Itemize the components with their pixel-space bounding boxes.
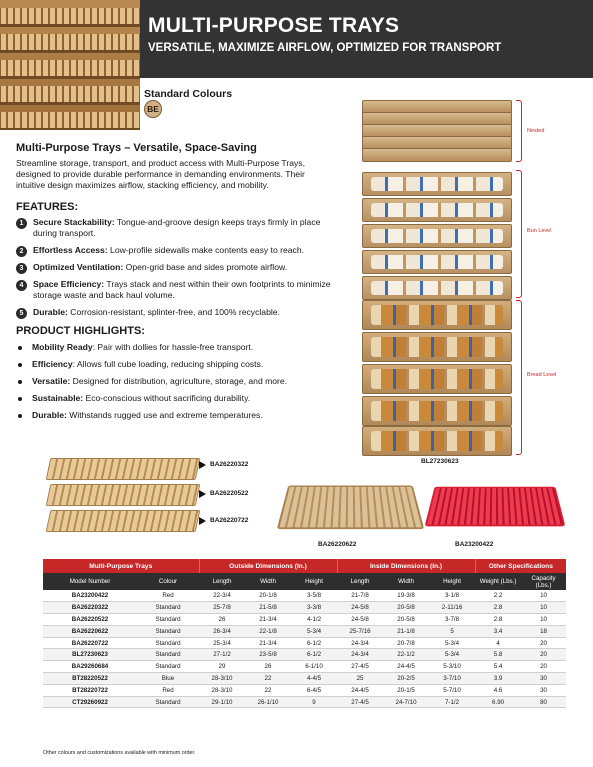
table-cell: 20 xyxy=(521,649,566,661)
table-cell: 22 xyxy=(245,684,291,696)
table-cell: 20-1/8 xyxy=(245,590,291,602)
highlight-title: Versatile: xyxy=(32,376,71,386)
table-cell: 80 xyxy=(521,696,566,708)
table-cell: 22-1/8 xyxy=(245,625,291,637)
table-cell: 5-3/4 xyxy=(429,649,475,661)
bun-tray xyxy=(362,276,512,300)
nested-bracket xyxy=(516,100,522,162)
highlight-text: Designed for distribution, agriculture, storage, and more. xyxy=(70,376,288,386)
table-cell: 21-3/4 xyxy=(245,637,291,649)
table-cell: 6-1/2 xyxy=(291,637,337,649)
table-cell: 24-3/4 xyxy=(337,649,383,661)
table-cell: 24-5/8 xyxy=(337,614,383,626)
table-cell: 3-5/8 xyxy=(291,590,337,602)
table-cell: 30 xyxy=(521,673,566,685)
table-cell: Standard xyxy=(137,649,199,661)
feature-item xyxy=(16,217,336,239)
feature-title: Secure Stackability: xyxy=(33,217,115,227)
model-number-cell: BA23200422 xyxy=(43,590,137,602)
table-cell: Blue xyxy=(137,673,199,685)
bread-level-bracket xyxy=(516,300,522,455)
table-cell: 29 xyxy=(199,661,245,673)
table-cell: 6-1/10 xyxy=(291,661,337,673)
table-column-header: Height xyxy=(429,573,475,590)
intro-paragraph: Streamline storage, transport, and product access with Multi-Purpose Trays, designed to provide durable performance in demanding environments. Their intuitive design maximizes airflow, stacking efficiency, and mobility. xyxy=(16,158,305,191)
number-badge: 5 xyxy=(16,308,27,319)
model-number-cell: BT28220522 xyxy=(43,673,137,685)
hero-photo-stacked-trays xyxy=(0,0,140,130)
table-cell: 10 xyxy=(521,590,566,602)
table-cell: 26 xyxy=(245,661,291,673)
highlight-title: Mobility Ready xyxy=(32,342,93,352)
table-column-header: Colour xyxy=(137,573,199,590)
highlight-title: Durable: xyxy=(32,410,67,420)
stacked-trays-illustration xyxy=(362,100,557,455)
table-cell: 3.9 xyxy=(475,673,521,685)
bread-tray xyxy=(362,300,512,330)
highlight-title: Efficiency xyxy=(32,359,73,369)
table-cell: 5.8 xyxy=(475,649,521,661)
table-cell: 21-5/8 xyxy=(245,602,291,614)
feature-item xyxy=(16,262,336,273)
table-row xyxy=(43,614,566,626)
bun-tray xyxy=(362,224,512,248)
arrow-icon xyxy=(199,490,206,498)
header-band xyxy=(140,0,593,78)
table-cell: 10 xyxy=(521,614,566,626)
table-cell: Standard xyxy=(137,637,199,649)
specification-table xyxy=(43,559,566,708)
highlights-list xyxy=(16,342,316,427)
table-cell: 25-7/8 xyxy=(199,602,245,614)
flat-tray-photo xyxy=(277,486,424,530)
model-number-cell: BT28220722 xyxy=(43,684,137,696)
table-cell: 18 xyxy=(521,625,566,637)
model-number-cell: BA26220722 xyxy=(43,637,137,649)
highlight-item xyxy=(16,410,316,421)
table-cell: 7-1/2 xyxy=(429,696,475,708)
table-column-header: Length xyxy=(337,573,383,590)
highlight-item xyxy=(16,393,316,404)
table-cell: 26-1/10 xyxy=(245,696,291,708)
table-cell: 27-4/5 xyxy=(337,696,383,708)
table-cell: 26 xyxy=(199,614,245,626)
table-cell: 3-7/10 xyxy=(429,673,475,685)
table-row xyxy=(43,637,566,649)
colour-swatch-be: BE xyxy=(144,100,162,118)
table-cell: 24-4/5 xyxy=(383,661,429,673)
table-cell: Standard xyxy=(137,696,199,708)
table-cell: 19-3/8 xyxy=(383,590,429,602)
table-row xyxy=(43,590,566,602)
table-cell: 3-3/8 xyxy=(291,602,337,614)
model-number-cell: BA26220322 xyxy=(43,602,137,614)
bread-tray xyxy=(362,364,512,394)
table-cell: Standard xyxy=(137,614,199,626)
table-group-header: Inside Dimensions (In.) xyxy=(337,559,475,573)
table-cell: 4-1/2 xyxy=(291,614,337,626)
bun-tray xyxy=(362,172,512,196)
table-cell: 2.8 xyxy=(475,614,521,626)
table-cell: 2.8 xyxy=(475,602,521,614)
table-cell: 20-1/5 xyxy=(383,684,429,696)
table-cell: 3-7/8 xyxy=(429,614,475,626)
table-group-header: Other Specifications xyxy=(475,559,566,573)
table-column-header: Model Number xyxy=(43,573,137,590)
table-cell: 6-1/2 xyxy=(291,649,337,661)
arrow-icon xyxy=(199,461,206,469)
model-number-cell: BA26220622 xyxy=(43,625,137,637)
features-heading: FEATURES: xyxy=(16,201,79,213)
table-cell: 20-5/8 xyxy=(383,614,429,626)
table-cell: 24-5/8 xyxy=(337,602,383,614)
table-column-header: Weight (Lbs.) xyxy=(475,573,521,590)
table-row xyxy=(43,696,566,708)
table-cell: 30 xyxy=(521,684,566,696)
number-badge: 4 xyxy=(16,280,27,291)
table-group-header: Multi-Purpose Trays xyxy=(43,559,199,573)
highlight-text: Withstands rugged use and extreme temperatures. xyxy=(66,410,263,420)
table-cell: 10 xyxy=(521,602,566,614)
table-cell: 21-3/4 xyxy=(245,614,291,626)
table-cell: 9 xyxy=(291,696,337,708)
highlight-item xyxy=(16,376,316,387)
table-cell: 27-1/2 xyxy=(199,649,245,661)
feature-item xyxy=(16,245,336,256)
highlight-title: Sustainable: xyxy=(32,393,84,403)
level-label-bun: Bun Level xyxy=(527,228,552,234)
table-row xyxy=(43,602,566,614)
footnote: Other colours and customizations available with minimum order. xyxy=(43,750,196,756)
feature-text: Corrosion-resistant, splinter-free, and 100% recyclable. xyxy=(67,307,280,317)
model-number-cell: CT29260922 xyxy=(43,696,137,708)
model-code-label: BA26220622 xyxy=(318,541,357,548)
table-cell: 29-1/10 xyxy=(199,696,245,708)
bread-tray xyxy=(362,332,512,362)
level-label-bread: Bread Level xyxy=(527,372,557,378)
bread-tray xyxy=(362,426,512,456)
feature-text: Tongue-and-groove design keeps trays firmly in place during transport. xyxy=(33,217,321,238)
highlight-item xyxy=(16,359,316,370)
table-cell: 28-3/10 xyxy=(199,673,245,685)
table-cell: 3-1/8 xyxy=(429,590,475,602)
nested-tray xyxy=(362,148,512,162)
model-number-cell: BA29260684 xyxy=(43,661,137,673)
highlight-text: : Pair with dollies for hassle-free transport. xyxy=(92,342,254,352)
table-cell: 2-11/16 xyxy=(429,602,475,614)
table-cell: Red xyxy=(137,684,199,696)
feature-title: Effortless Access: xyxy=(33,245,108,255)
model-code-label: BA26220722 xyxy=(210,517,249,524)
bread-tray xyxy=(362,396,512,426)
highlight-text: : Allows full cube loading, reducing shipping costs. xyxy=(72,359,264,369)
table-cell: 22 xyxy=(245,673,291,685)
table-cell: 28-3/10 xyxy=(199,684,245,696)
table-cell: Standard xyxy=(137,602,199,614)
highlight-text: Eco-conscious without sacrificing durability. xyxy=(83,393,251,403)
table-cell: 3.4 xyxy=(475,625,521,637)
bun-tray xyxy=(362,198,512,222)
table-cell: Standard xyxy=(137,661,199,673)
page-title: MULTI-PURPOSE TRAYS xyxy=(148,14,400,37)
number-badge: 3 xyxy=(16,263,27,274)
table-cell: 24-3/4 xyxy=(337,637,383,649)
bun-level-bracket xyxy=(516,170,522,298)
stack-model-code: BL27230623 xyxy=(421,458,459,465)
table-cell: 25-3/4 xyxy=(199,637,245,649)
table-cell: 5-3/4 xyxy=(429,637,475,649)
table-cell: 5-3/4 xyxy=(291,625,337,637)
table-cell: 5-3/10 xyxy=(429,661,475,673)
table-column-header: Height xyxy=(291,573,337,590)
highlights-heading: PRODUCT HIGHLIGHTS: xyxy=(16,325,145,337)
table-row xyxy=(43,649,566,661)
model-code-label: BA23200422 xyxy=(455,541,494,548)
table-row xyxy=(43,661,566,673)
table-cell: Red xyxy=(137,590,199,602)
table-cell: 6.90 xyxy=(475,696,521,708)
bun-tray xyxy=(362,250,512,274)
table-cell: 26-3/4 xyxy=(199,625,245,637)
table-cell: 4 xyxy=(475,637,521,649)
model-number-cell: BL27230623 xyxy=(43,649,137,661)
level-label-nested: Nested xyxy=(527,128,545,134)
table-cell: 20 xyxy=(521,637,566,649)
feature-text: Low-profile sidewalls make contents easy to reach. xyxy=(107,245,304,255)
feature-title: Space Efficiency: xyxy=(33,279,105,289)
feature-text: Trays stack and nest within their own footprints to minimize storage waste and back haul volume. xyxy=(33,279,331,300)
table-cell: 22-1/2 xyxy=(383,649,429,661)
table-cell: Standard xyxy=(137,625,199,637)
table-cell: 25 xyxy=(337,673,383,685)
table-cell: 24-7/10 xyxy=(383,696,429,708)
table-cell: 22-3/4 xyxy=(199,590,245,602)
table-cell: 27-4/5 xyxy=(337,661,383,673)
table-group-header: Outside Dimensions (In.) xyxy=(199,559,337,573)
model-code-label: BA26220322 xyxy=(210,461,249,468)
table-cell: 21-1/8 xyxy=(383,625,429,637)
table-cell: 23-5/8 xyxy=(245,649,291,661)
intro-heading: Multi-Purpose Trays – Versatile, Space-Saving xyxy=(16,142,257,154)
feature-text: Open-grid base and sides promote airflow. xyxy=(123,262,288,272)
table-column-header: Width xyxy=(383,573,429,590)
table-cell: 25-7/16 xyxy=(337,625,383,637)
model-number-cell: BA26220522 xyxy=(43,614,137,626)
features-list xyxy=(16,217,336,324)
table-cell: 2.2 xyxy=(475,590,521,602)
feature-title: Durable: xyxy=(33,307,68,317)
table-cell: 24-4/5 xyxy=(337,684,383,696)
arrow-icon xyxy=(199,517,206,525)
table-cell: 21-7/8 xyxy=(337,590,383,602)
three-tray-photo xyxy=(48,458,198,538)
table-cell: 4-4/5 xyxy=(291,673,337,685)
highlight-item xyxy=(16,342,316,353)
number-badge: 1 xyxy=(16,218,27,229)
feature-title: Optimized Ventilation: xyxy=(33,262,124,272)
table-cell: 4.6 xyxy=(475,684,521,696)
red-tray-photo xyxy=(425,487,566,527)
page-subtitle: VERSATILE, MAXIMIZE AIRFLOW, OPTIMIZED FOR TRANSPORT xyxy=(148,42,502,54)
table-row xyxy=(43,684,566,696)
table-column-header: Width xyxy=(245,573,291,590)
table-row xyxy=(43,673,566,685)
table-cell: 20 xyxy=(521,661,566,673)
feature-item xyxy=(16,307,336,318)
table-cell: 5.4 xyxy=(475,661,521,673)
table-column-header: Capacity (Lbs.) xyxy=(521,573,566,590)
standard-colours-label: Standard Colours xyxy=(144,88,233,100)
number-badge: 2 xyxy=(16,246,27,257)
table-cell: 20-2/5 xyxy=(383,673,429,685)
table-cell: 20-5/8 xyxy=(383,602,429,614)
table-cell: 5-7/10 xyxy=(429,684,475,696)
table-column-header: Length xyxy=(199,573,245,590)
feature-item xyxy=(16,279,336,301)
table-cell: 5 xyxy=(429,625,475,637)
table-cell: 6-4/5 xyxy=(291,684,337,696)
model-code-label: BA26220522 xyxy=(210,490,249,497)
table-row xyxy=(43,625,566,637)
table-cell: 20-7/8 xyxy=(383,637,429,649)
